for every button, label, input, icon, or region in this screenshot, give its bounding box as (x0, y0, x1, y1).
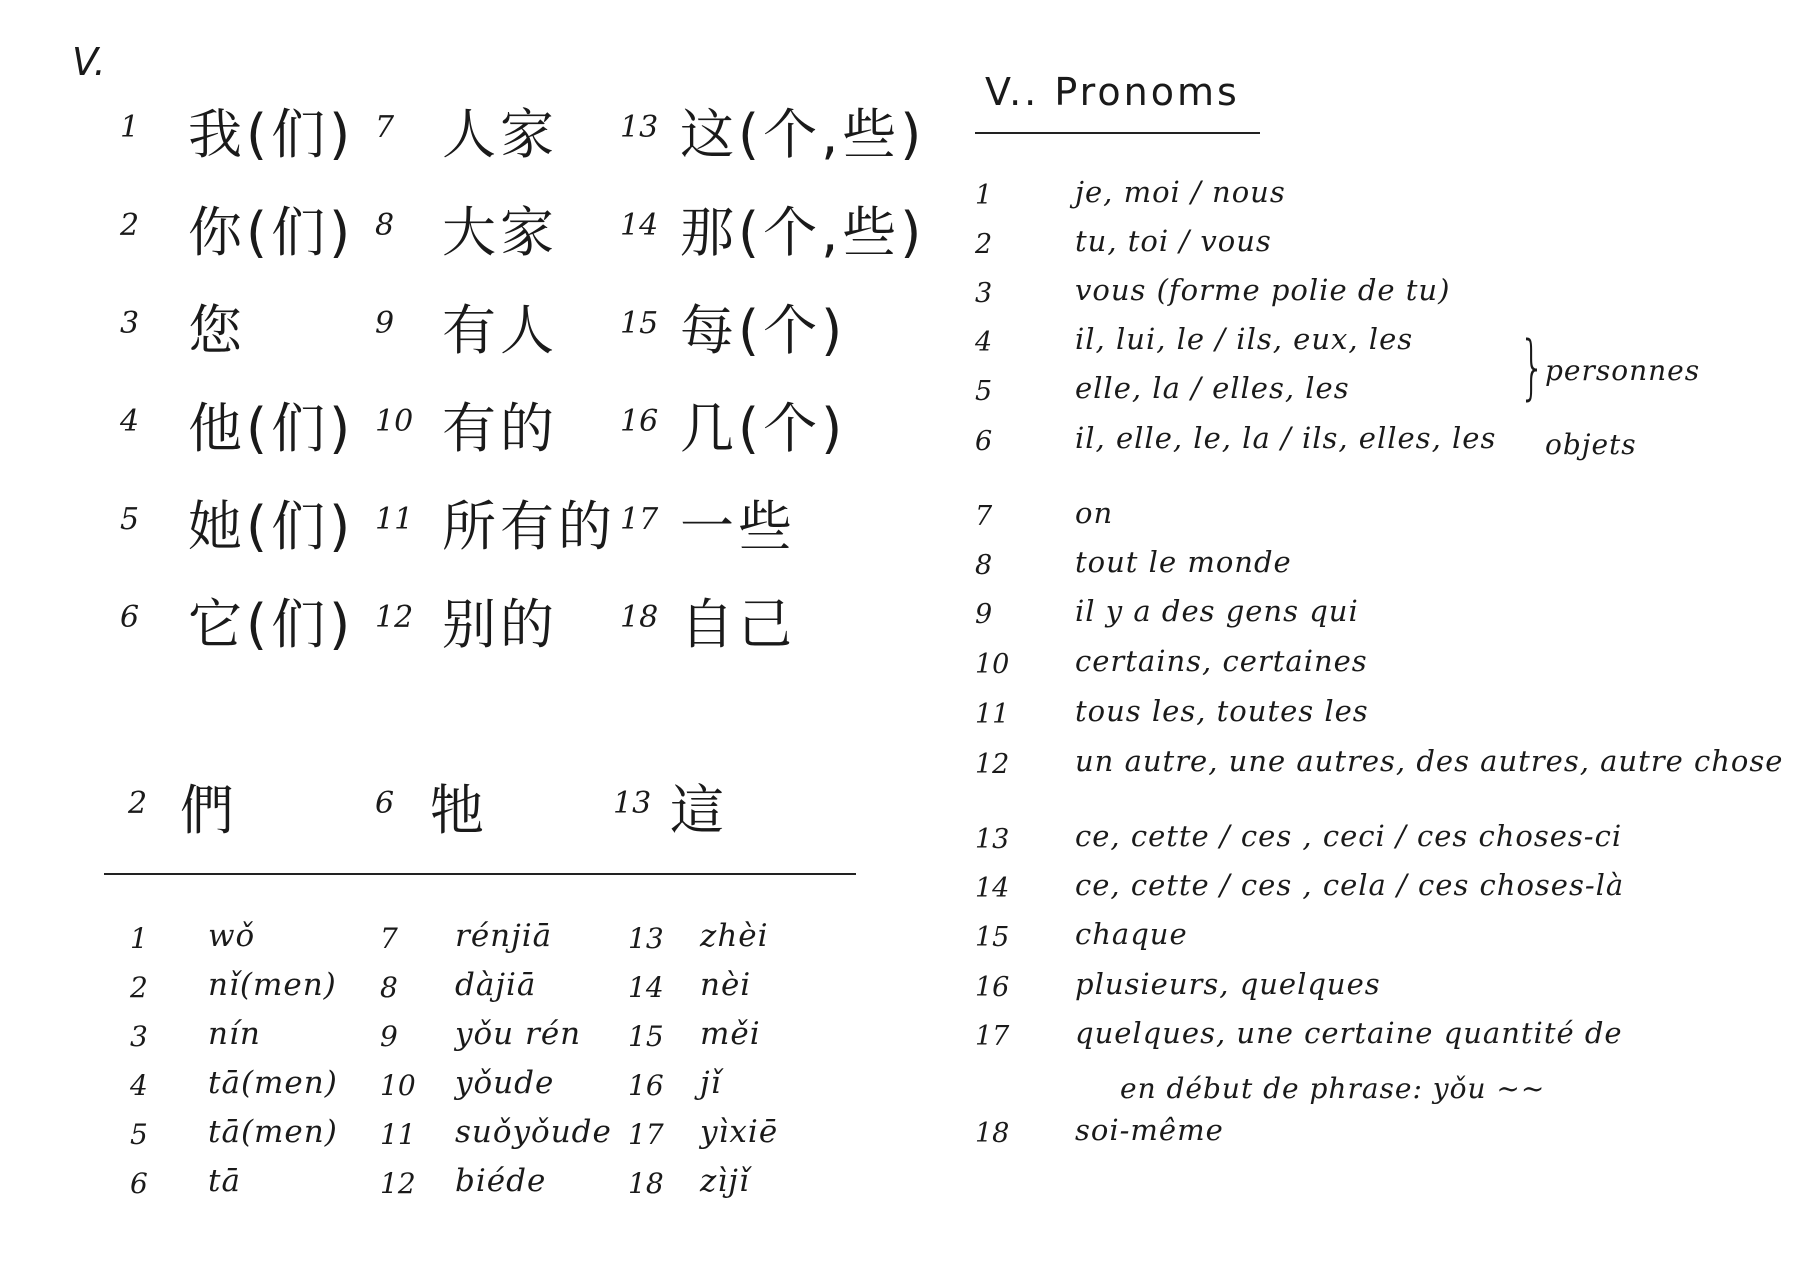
traditional-number: 2 (128, 786, 148, 821)
note-line-17: en début de phrase: yǒu ~~ (1120, 1072, 1546, 1105)
french-translation: plusieurs, quelques (1075, 967, 1381, 1001)
hanzi-character: 一些 (680, 495, 796, 558)
hanzi-number: 17 (620, 502, 659, 537)
pinyin-number: 11 (380, 1118, 416, 1151)
french-number: 3 (975, 278, 993, 309)
french-number: 4 (975, 327, 993, 358)
french-translation: tous les, toutes les (1075, 694, 1369, 728)
hanzi-row (120, 190, 926, 264)
traditional-number: 13 (613, 786, 652, 821)
hanzi-number: 2 (120, 208, 140, 243)
french-number: 18 (975, 1118, 1010, 1149)
pinyin-reading: nǐ(men) (208, 967, 337, 1003)
hanzi-number: 7 (375, 110, 395, 145)
hanzi-character: 所有的 (442, 495, 616, 558)
french-number: 5 (975, 376, 993, 407)
pinyin-number: 4 (130, 1069, 148, 1102)
pinyin-reading: zìjǐ (700, 1163, 750, 1199)
pinyin-reading: dàjiā (455, 967, 537, 1003)
traditional-number: 6 (375, 786, 395, 821)
french-number: 9 (975, 599, 993, 630)
pinyin-reading: měi (700, 1016, 761, 1052)
hanzi-character: 有的 (442, 397, 558, 460)
pinyin-number: 8 (380, 971, 398, 1004)
pinyin-number: 12 (380, 1167, 416, 1200)
french-translation: tu, toi / vous (1075, 224, 1272, 258)
french-translation: soi-même (1075, 1113, 1224, 1147)
french-number: 15 (975, 922, 1010, 953)
hanzi-row (120, 484, 880, 558)
french-translation: il, elle, le, la / ils, elles, les (1075, 421, 1497, 455)
french-translation: elle, la / elles, les (1075, 371, 1350, 405)
french-translation: on (1075, 496, 1114, 530)
french-translation: un autre, une autres, des autres, autre chose (1075, 744, 1784, 778)
hanzi-character: 几(个) (680, 397, 847, 460)
hanzi-number: 5 (120, 502, 140, 537)
hanzi-number: 10 (375, 404, 414, 439)
hanzi-character: 我(们) (188, 103, 355, 166)
french-number: 14 (975, 873, 1010, 904)
traditional-character: 們 (180, 779, 238, 842)
hanzi-number: 8 (375, 208, 395, 243)
traditional-character: 這 (670, 779, 728, 842)
pinyin-reading: zhèi (700, 918, 769, 954)
pinyin-reading: wǒ (208, 918, 256, 954)
hanzi-number: 1 (120, 110, 140, 145)
french-translation: je, moi / nous (1075, 175, 1286, 209)
pinyin-row (130, 967, 890, 1016)
hanzi-number: 12 (375, 600, 414, 635)
label-objets: objets (1545, 428, 1637, 461)
title-underline (975, 132, 1260, 134)
french-translation: ce, cette / ces , cela / ces choses-là (1075, 868, 1625, 902)
french-translation: certains, certaines (1075, 644, 1368, 678)
pinyin-row (130, 1114, 890, 1163)
pinyin-row (130, 918, 890, 967)
french-number: 8 (975, 550, 993, 581)
label-personnes: personnes (1545, 354, 1701, 387)
french-translation: tout le monde (1075, 545, 1292, 579)
right-brace-icon: } (1518, 326, 1546, 408)
pinyin-number: 2 (130, 971, 148, 1004)
hanzi-character: 那(个,些) (680, 201, 926, 264)
hanzi-character: 有人 (442, 299, 558, 362)
french-number: 7 (975, 501, 993, 532)
pinyin-reading: tā(men) (208, 1114, 338, 1150)
pinyin-reading: suǒyǒude (455, 1114, 612, 1150)
pinyin-reading: tā(men) (208, 1065, 338, 1101)
french-title: V.. Pronoms (985, 70, 1240, 114)
pinyin-reading: jǐ (700, 1065, 722, 1101)
pinyin-number: 13 (628, 922, 664, 955)
hanzi-number: 18 (620, 600, 659, 635)
pinyin-number: 17 (628, 1118, 664, 1151)
french-number: 2 (975, 229, 993, 260)
pinyin-number: 1 (130, 922, 148, 955)
french-translation: il y a des gens qui (1075, 594, 1359, 628)
pinyin-row (130, 1065, 890, 1114)
hanzi-character: 她(们) (188, 495, 355, 558)
hanzi-number: 16 (620, 404, 659, 439)
left-heading: V. (72, 40, 106, 84)
french-number: 17 (975, 1021, 1010, 1052)
pinyin-number: 18 (628, 1167, 664, 1200)
hanzi-row (120, 582, 880, 656)
french-number: 6 (975, 426, 993, 457)
french-translation: il, lui, le / ils, eux, les (1075, 322, 1414, 356)
hanzi-character: 您 (188, 299, 246, 362)
pinyin-reading: tā (208, 1163, 241, 1199)
pinyin-number: 10 (380, 1069, 416, 1102)
pinyin-number: 3 (130, 1020, 148, 1053)
pinyin-reading: nín (208, 1016, 261, 1052)
hanzi-number: 4 (120, 404, 140, 439)
section-divider (104, 873, 856, 875)
hanzi-number: 6 (120, 600, 140, 635)
hanzi-number: 9 (375, 306, 395, 341)
pinyin-number: 9 (380, 1020, 398, 1053)
traditional-characters-row (120, 768, 880, 842)
hanzi-row (120, 288, 880, 362)
french-translation: vous (forme polie de tu) (1075, 273, 1451, 307)
french-number: 16 (975, 972, 1010, 1003)
pinyin-reading: biéde (455, 1163, 547, 1199)
french-translation: quelques, une certaine quantité de (1075, 1016, 1623, 1050)
hanzi-number: 11 (375, 502, 414, 537)
french-number: 1 (975, 180, 993, 211)
pinyin-reading: rénjiā (455, 918, 553, 954)
hanzi-character: 他(们) (188, 397, 355, 460)
hanzi-character: 它(们) (188, 593, 355, 656)
hanzi-number: 14 (620, 208, 659, 243)
hanzi-character: 自己 (680, 593, 796, 656)
hanzi-character: 别的 (442, 593, 558, 656)
hanzi-character: 人家 (442, 103, 558, 166)
pinyin-number: 15 (628, 1020, 664, 1053)
hanzi-row (120, 386, 880, 460)
pinyin-number: 6 (130, 1167, 148, 1200)
hanzi-row (120, 92, 926, 166)
french-number: 10 (975, 649, 1010, 680)
french-translation: chaque (1075, 917, 1188, 951)
hanzi-number: 15 (620, 306, 659, 341)
pinyin-number: 16 (628, 1069, 664, 1102)
pinyin-reading: yǒude (455, 1065, 555, 1101)
traditional-character: 牠 (430, 779, 488, 842)
pinyin-number: 14 (628, 971, 664, 1004)
hanzi-character: 大家 (442, 201, 558, 264)
french-number: 11 (975, 699, 1010, 730)
hanzi-character: 你(们) (188, 201, 355, 264)
hanzi-number: 13 (620, 110, 659, 145)
pinyin-reading: nèi (700, 967, 752, 1003)
hanzi-character: 每(个) (680, 299, 847, 362)
pinyin-reading: yǒu rén (455, 1016, 582, 1052)
hanzi-number: 3 (120, 306, 140, 341)
pinyin-number: 7 (380, 922, 398, 955)
french-number: 13 (975, 824, 1010, 855)
pinyin-row (130, 1163, 890, 1212)
pinyin-reading: yìxiē (700, 1114, 779, 1150)
french-number: 12 (975, 749, 1010, 780)
pinyin-number: 5 (130, 1118, 148, 1151)
pinyin-row (130, 1016, 890, 1065)
french-translation: ce, cette / ces , ceci / ces choses-ci (1075, 819, 1623, 853)
hanzi-character: 这(个,些) (680, 103, 926, 166)
